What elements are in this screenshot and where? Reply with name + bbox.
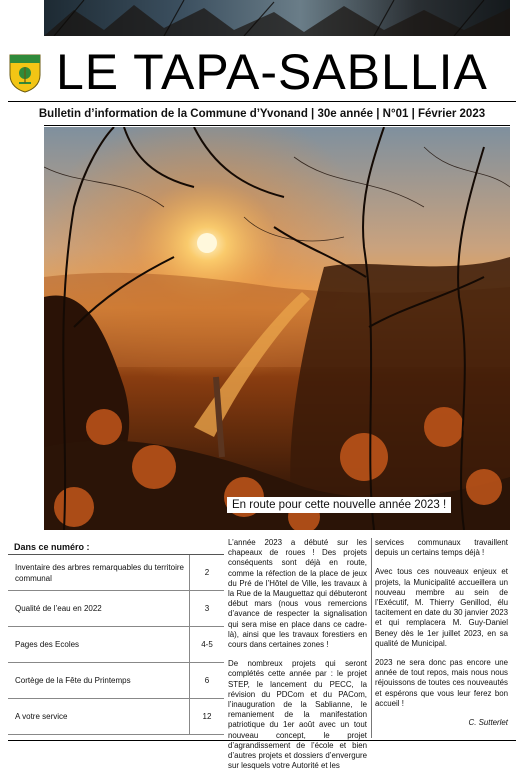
hero-caption: En route pour cette nouvelle année 2023 ! [227,497,451,513]
masthead-title: LE TAPA-SABLLIA [56,44,488,100]
article-column-2 [375,538,508,728]
toc-row[interactable] [8,699,224,735]
toc-item-title: Pages des Ecoles [15,640,80,649]
toc-row[interactable] [8,627,224,663]
masthead-rule [8,101,516,102]
toc-row[interactable] [8,663,224,699]
toc-item-title: Inventaire des arbres remarquables du territoire communal [15,562,184,583]
toc-item-title: Cortège de la Fête du Printemps [15,676,131,685]
article-paragraph: De nombreux projets qui seront complétés cette année par : le projet STEP, le lancement du PECC, la révision du PDCom et du PACom, l’inauguration de la Sablianne, le remaniement de la manifestation patriotique du 1er août avec un tout nouveau concept, le projet d’agrandissement de l’école et bien d’autres projets et dossiers d’envergure sur lesquels votre Autorité et les [228,659,367,771]
toc-item-page: 4-5 [189,627,224,662]
article-paragraph: L’année 2023 a débuté sur les chapeaux de roues ! Des projets conséquents sont déjà en route, comme la réfection de la place de jeux du Pré de l’Hôtel de Ville, les travaux à la Rue de la Mauguettaz qui débuteront début mars (nous vous remercions d’avance de respecter la signalisation qui sera mise en place dans ce cadre-là), ainsi que les travaux forestiers en cours dans certaines zones ! [228,538,367,650]
table-of-contents [8,554,224,735]
toc-item-title: Qualité de l’eau en 2022 [15,604,102,613]
toc-row[interactable] [8,591,224,627]
toc-row[interactable] [8,555,224,591]
top-photo-strip [44,0,510,36]
article-paragraph: services communaux travaillent depuis un certains temps déjà ! [375,538,508,558]
author-signature: C. Sutterlet [468,718,508,728]
bottom-rule [8,740,516,741]
municipal-crest-logo [8,53,42,93]
bulletin-subtitle: Bulletin d’information de la Commune d’Yvonand | 30e année | N°01 | Février 2023 [38,108,486,120]
column-divider [371,538,372,738]
article-paragraph: 2023 ne sera donc pas encore une année de tout repos, mais nous nous réjouissons de toutes ces nouveautés et espérons que vous leur ferez bon accueil ! [375,658,508,708]
subtitle-rule [44,125,510,126]
toc-item-page: 6 [189,663,224,698]
toc-item-page: 3 [189,591,224,626]
article-column-1 [228,538,367,780]
hero-photo [44,127,510,530]
article-paragraph: Avec tous ces nouveaux enjeux et projets, la Municipalité accueillera un nouveau membre au sein de l’Exécutif, M. Thierry Genillod, élu tacitement en date du 30 janvier 2023 et qui remplacera M. Guy-Daniel Beney dès le 1er juillet 2023, en sa qualité de Municipal. [375,567,508,648]
toc-heading: Dans ce numéro : [14,542,90,552]
toc-item-page: 2 [189,555,224,590]
toc-item-page: 12 [189,699,224,734]
toc-item-title: A votre service [15,712,68,721]
